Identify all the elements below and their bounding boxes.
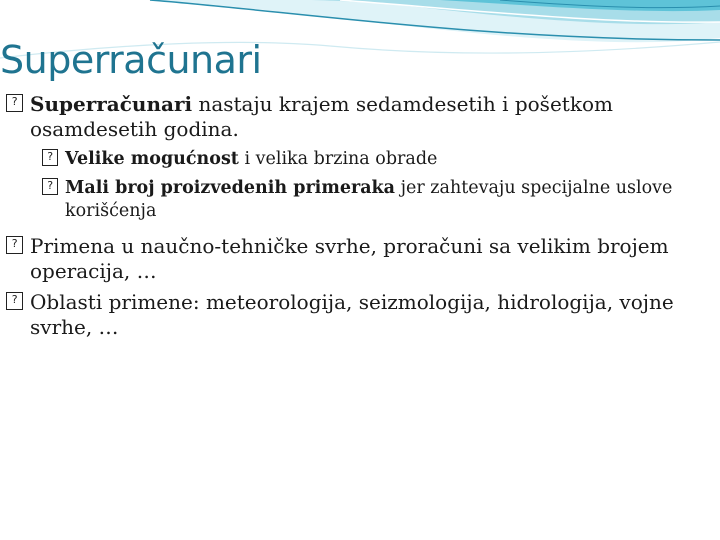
bullet-marker-icon: ?: [6, 236, 23, 254]
slide-body: [6, 92, 706, 346]
bullet-text: i velika brzina obrade: [238, 149, 438, 169]
bullet-text: Primena u naučno-tehničke svrhe, proračuni sa velikim brojem operacija, …: [30, 234, 669, 283]
bullet-item: [6, 92, 706, 142]
bullet-item: [6, 234, 706, 284]
bullet-marker-icon: ?: [42, 178, 58, 195]
slide-title: Superračunari: [0, 38, 262, 82]
sub-bullet-item: [6, 177, 706, 223]
bullet-marker-icon: ?: [6, 292, 23, 310]
bullet-item: [6, 290, 706, 340]
bullet-marker-icon: ?: [6, 94, 23, 112]
bullet-bold-text: Velike mogućnost: [65, 149, 239, 169]
sub-bullet-item: [6, 148, 706, 171]
bullet-marker-icon: ?: [42, 149, 58, 166]
bullet-bold-text: Mali broj proizvedenih primeraka: [65, 178, 396, 198]
bullet-text: jer zahtevaju specijalne uslove korišćenja: [65, 178, 673, 221]
bullet-bold-text: Superračunari: [30, 92, 193, 116]
bullet-text: nastaju krajem sedamdesetih i pošetkom osamdesetih godina.: [30, 92, 613, 141]
bullet-text: Oblasti primene: meteorologija, seizmologija, hidrologija, vojne svrhe, …: [30, 290, 674, 339]
